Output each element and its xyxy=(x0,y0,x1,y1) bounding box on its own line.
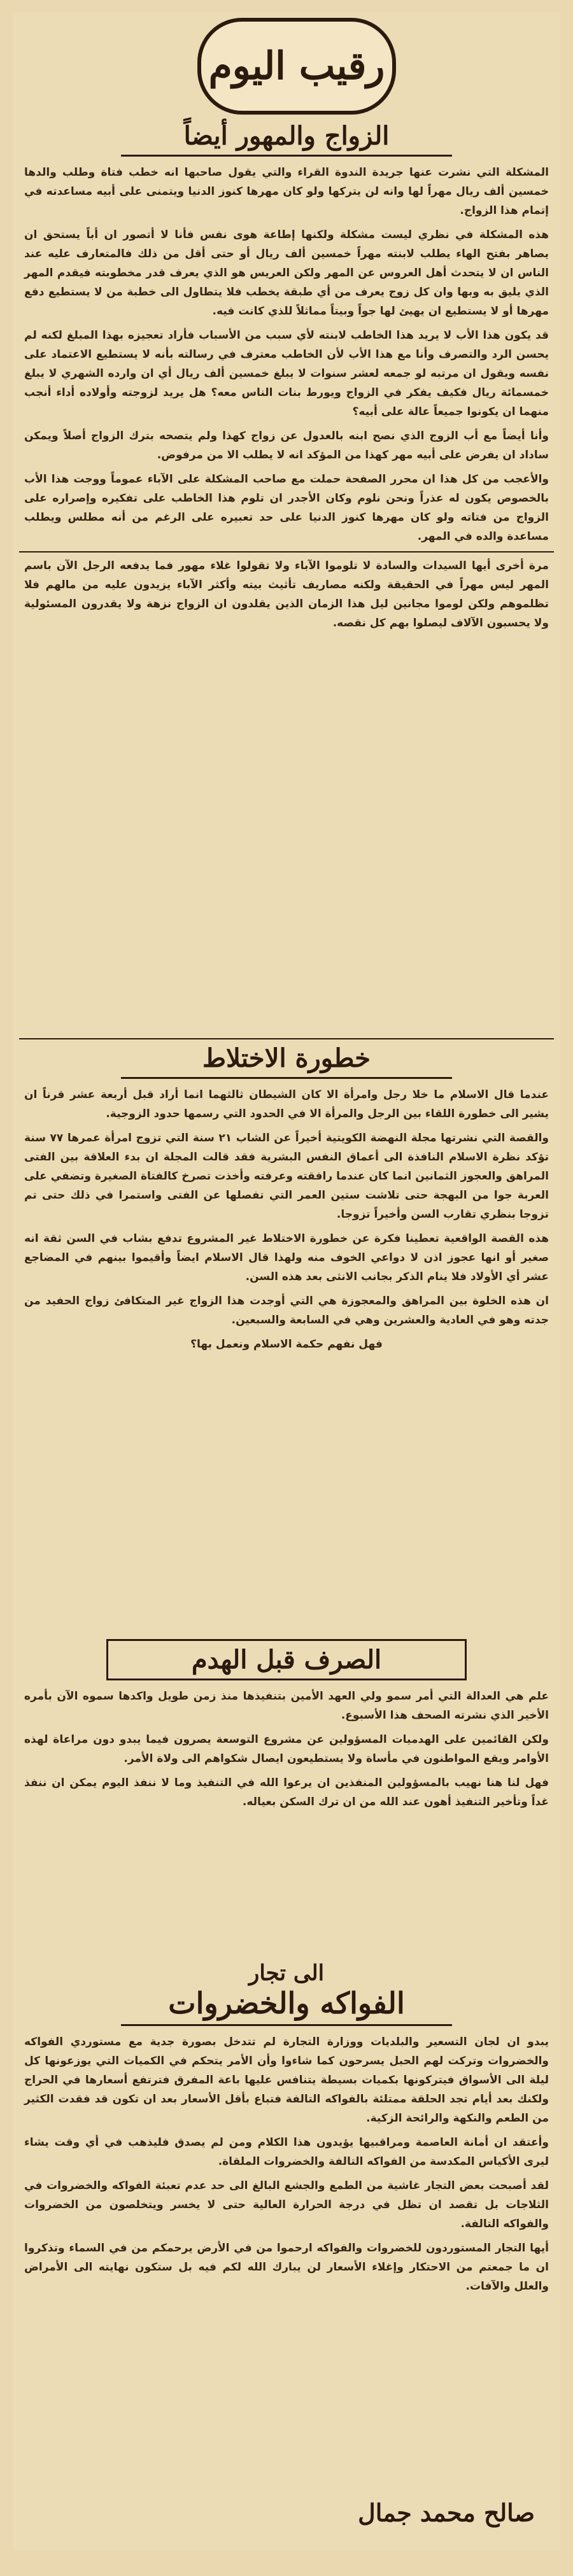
paragraph: يبدو ان لجان التسعير والبلديات ووزارة التجارة لم تتدخل بصورة جدية مع مستوردي الفواكه والخضروات وتركت لهم الحبل يسرحون كما شاءوا وأن الأمر يتحكم في الكميات التي يوزعونها كل ليلة الى الأسواق فيتركونها بكميات بسيطة يتنافس عليها باعة المفرق فترتفع أسعارها في الحراج ولكنك بعد أيام تجد الحلقة ممتلئة بالفواكه التالفة فتباع بأقل الأسعار بعد ان تكون قد فقدت الكثير من الطعم والنكهة والرائحة الزكية. xyxy=(24,2036,549,2125)
heading-underline xyxy=(121,155,452,157)
author-signature: صالح محمد جمال xyxy=(358,2498,535,2527)
heading-underline xyxy=(121,2024,452,2026)
paragraph: قد يكون هذا الأب لا يريد هذا الخاطب لابنته لأي سبب من الأسباب فأراد تعجيزه بهذا المبلغ لكنه لم يحسن الرد والتصرف وأنا مع هذا الأب لأن الخاطب معترف في رسالته بأنه لا يستطيع الاعتماد على نفسه ويقول ان مرتبه لو جمعه لعشر سنوات لا يبلغ خمسين ألف ريال أي ان وارده الشهري لا يبلغ خمسمائة ريال فكيف يفكر في الزواج ويورط بنات الناس معه؟ هل يريد لزوجته وأولاده أداء أنجب منهما ان يكونوا جميعاً عالة على أبيه؟ xyxy=(24,329,549,418)
paragraph: علم هي العدالة التي أمر سمو ولي العهد الأمين بتنفيذها منذ زمن طويل واكدها سموه الآن بأمره الأخير الذي نشرته الصحف هذا الأسبوع. xyxy=(24,1690,549,1722)
paragraph: ان هذه الخلوة بين المراهق والمعجوزة هي التي أوجدت هذا الزواج غير المتكافئ زواج الحفيد من جدته وهو في العادية والعشرين وهي في السابعة والسبعين. xyxy=(24,1295,549,1327)
paragraph: فهل لنا هنا نهيب بالمسؤولين المنفذين ان يرعوا الله في التنفيذ وما لا ننفذ اليوم يمكن ان ننفذ غداً وتأخير التنفيذ أهون عند الله من ان ترك السكن بعياله. xyxy=(24,1777,549,1808)
section-marriage xyxy=(13,121,560,638)
paragraph: لقد أصبحت بعض التجار غاشية من الطمع والجشع البالغ الى حد عدم تعبئة الفواكه والخضروات في الثلاجات بل تقصد ان تظل في درجة الحرارة العالية حتى لا يخسر ويتخلصون من الخضروات والفواكه التالفة. xyxy=(24,2179,549,2230)
paragraph: والقصة التي نشرتها مجلة النهضة الكويتية أخيراً عن الشاب ٢١ سنة التي تزوج امرأة عمرها ٧٧ سنة تؤكد نظرة الاسلام النافذة الى أعماق النفس البشرية فقد قالت المجلة ان بدء العلاقة بين الفتى المراهق والعجوز الثمانين انما كان عندما رافقته وعرفته وأخذت تصرخ كالفتاة الصغيرة وتضفي على العربة جوا من البهجة حتى تلاشت ستين العمر التي تفصلها عن الفتى واستمرا في ذلك حتى تم تزوجا بنظري تقارب السن وأخيراً تزوجا. xyxy=(24,1132,549,1221)
divider xyxy=(19,551,554,553)
section-heading: الزواج والمهور أيضاً xyxy=(183,121,390,151)
masthead xyxy=(197,18,396,115)
paragraph: والأعجب من كل هذا ان محرر الصفحة حملت مع صاحب المشكلة على الآباء عموماً ووجت هذا الأب بالخصوص يكون له عذراً ونحن نلوم وكان الأجدر ان تلوم هذا الخاطب على تفكيره وإصراره على الزواج من فتاته ولو كان مهرها كنوز الدنيا على حد تعبيره على الرغم من أنه مطلس ويطلب مساعدة والده في المهر. xyxy=(24,473,549,543)
section-mixing xyxy=(13,1034,560,1359)
section-fruit-traders xyxy=(13,1960,560,2301)
section-heading-top: الى تجار xyxy=(248,1960,325,1986)
paragraph: فهل نفهم حكمة الاسلام ونعمل بها؟ xyxy=(190,1338,383,1351)
section-compensation xyxy=(13,1639,560,1817)
spacer xyxy=(13,1680,560,1687)
paragraph: مرة أخرى أيها السيدات والسادة لا تلوموا الآباء ولا تقولوا غلاء مهور فما يدفعه الرجل الآن باسم المهر ليس مهراً في الحقيقة ولكنه مصاريف تأثيث بيته وأكثر الآباء يزيدون عليه من مالهم فلا تظلموهم ولكن لوموا مجانين ليل هذا الزمان الذين يقلدون ان الزواج نزهة ولا يقدرون المسئولية ولا يحسبون الآلاف ليصلوا بهم كل نقصه. xyxy=(24,560,549,630)
paragraph: هذه القصة الواقعية تعطينا فكرة عن خطورة الاختلاط غير المشروع تدفع بشاب في السن ثقة انه صغير أو انها عجوز اذن لا دواعي الخوف منه ولهذا قال الاسلام ايضاً وأقيموا بينهم في المضاجع عشر أي الأولاد فلا ينام الذكر بجانب الانثى بعد هذه السن. xyxy=(24,1232,549,1283)
newspaper-page xyxy=(13,13,560,2551)
paragraph: وأعتقد ان أمانة العاصمة ومراقبيها يؤيدون هذا الكلام ومن لم يصدق فليذهب في أي وقت يشاء ليرى الأكياس المكدسة من الفواكه التالفة والخضروات الملقاة. xyxy=(24,2136,549,2168)
paragraph: المشكلة التي نشرت عنها جريدة الندوة القراء والتي يقول صاحبها انه خطب فتاة وطلب والدها خمسين ألف ريال مهراً لها وانه لن يتركها ولو كان مهرها كنوز الدنيا ويتمنى على أبيه مساعدته في إتمام هذا الزواج. xyxy=(24,166,549,217)
paragraph: عندما قال الاسلام ما خلا رجل وامرأة الا كان الشيطان ثالثهما انما أراد قبل أربعة عشر قرناً ان يشير الى خطورة اللقاء بين الرجل والمرأة الا في الحدود التي رسمها حدود الزوجية. xyxy=(24,1088,549,1120)
section-heading: خطورة الاختلاط xyxy=(202,1043,371,1073)
paragraph: هذه المشكلة في نظري ليست مشكلة ولكنها إطاعة هوى نفس فأنا لا أتصور ان أباً يستحق ان يصاهر بفتح الهاء يطلب لابنته مهراً خمسين ألف ريال أو حتى أقل من ذلك فالمتعارف عليه عند الناس ان لا يتحدث أهل العروس عن المهر ولكن العريس هو الذي يعرف قدر مخطوبته فيقدم المهر الذي يليق به وبها وان كل زوج يعرف من أي طبقة يخطب فلا يتطاول الى خطبة من لا يستطيع دفع مهرها أو لا يستطيع ان يهيئ لها جواً وبيتاً مماثلاً للذي كانت فيه. xyxy=(24,229,549,318)
heading-underline xyxy=(121,1077,452,1079)
paragraph: أيها التجار المستوردون للخضروات والفواكه ارحموا من في الأرض يرحمكم من في السماء وتذكروا ان ما جمعتم من الاحتكار وإغلاء الأسعار لن يبارك الله لكم فيه بل ستكون نهايته الى الأمراض والعلل والآفات. xyxy=(24,2242,549,2293)
paragraph: وأنا أيضاً مع أب الزوج الذي نصح ابنه بالعدول عن زواج كهذا ولم يتصحه بترك الزواج أصلاً ويمكن ساداد ان يفرض على أبيه مهر كهذا من المؤكد انه لا يطلب الا من مرفوض. xyxy=(24,430,549,461)
paragraph: ولكن القائمين على الهدميات المسؤولين عن مشروع التوسعة يصرون فيما يبدو دون مراعاة لهذه الأوامر ويقع المواطنون في مأساة ولا يستطيعون ايصال شكواهم الى ولاة الأمر. xyxy=(24,1733,549,1765)
masthead-title: رقيب اليوم xyxy=(208,44,385,88)
section-heading: الفواكه والخضروات xyxy=(168,1986,405,2020)
divider xyxy=(19,1038,554,1039)
section-heading: الصرف قبل الهدم xyxy=(106,1639,467,1680)
